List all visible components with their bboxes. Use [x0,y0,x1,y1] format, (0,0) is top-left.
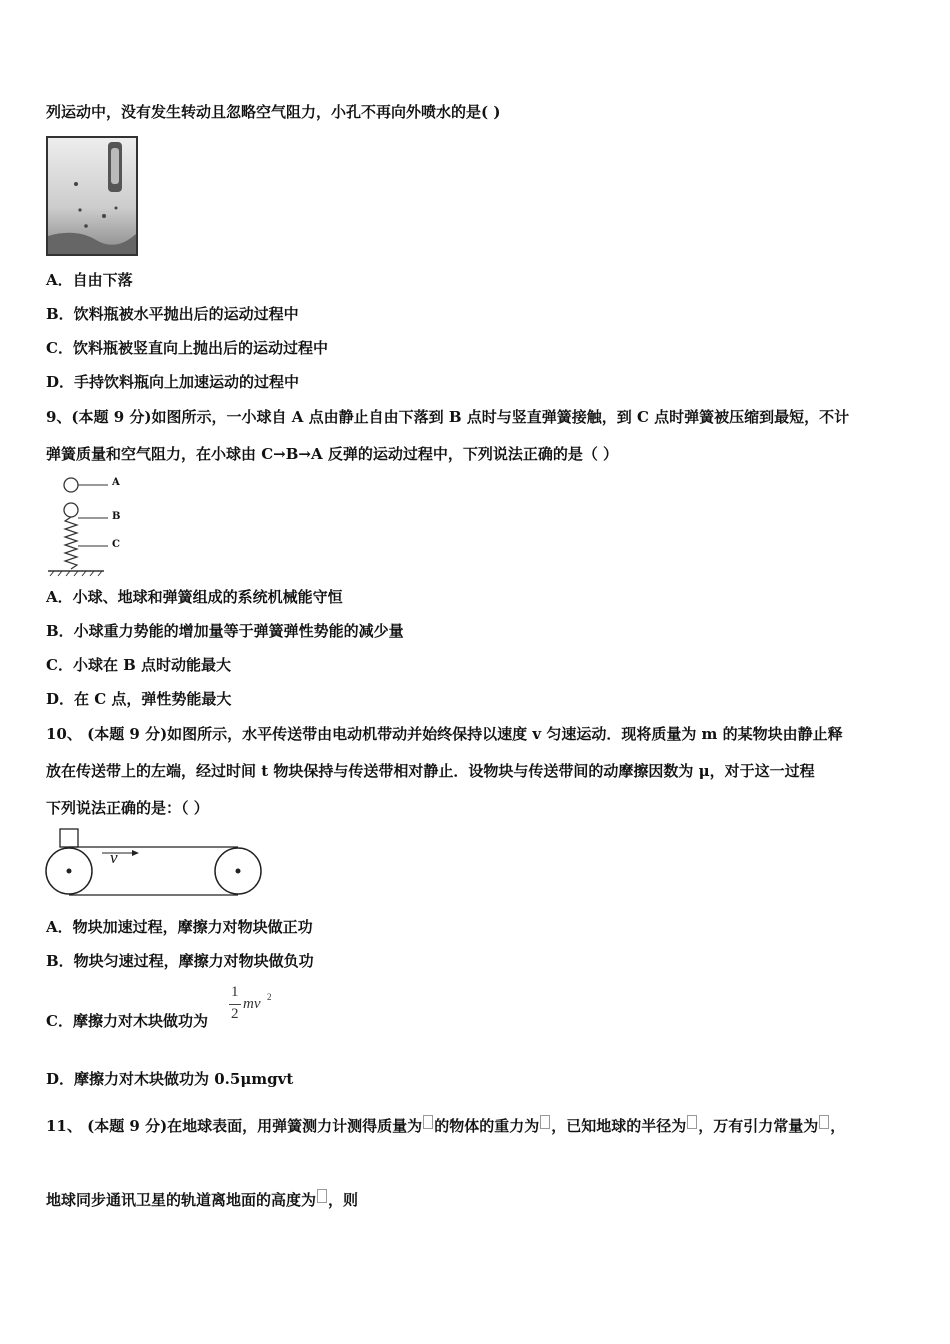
q8-option-b: B．饮料瓶被水平抛出后的运动过程中 [46,305,299,323]
q11-stem-line2: 地球同步通讯卫星的轨道离地面的高度为 ，则 [46,1191,359,1209]
placeholder-box [819,1115,829,1129]
spring-diagram [46,474,156,578]
q9-option-c: C．小球在 B 点时动能最大 [46,656,232,674]
q10-stem-line2: 放在传送带上的左端，经过时间 t 物块保持与传送带相对静止．设物块与传送带间的动摩擦因数为 μ，对于这一过程 [46,762,815,780]
q9-option-d: D．在 C 点，弹性势能最大 [46,690,232,708]
q8-option-c: C．饮料瓶被竖直向上抛出后的运动过程中 [46,339,328,357]
q10-option-a: A．物块加速过程，摩擦力对物块做正功 [46,918,313,936]
q10-stem-line3: 下列说法正确的是：（ ） [46,799,209,817]
q8-option-a: A．自由下落 [46,271,133,289]
placeholder-box [540,1115,550,1129]
q8-option-d: D．手持饮料瓶向上加速运动的过程中 [46,373,300,391]
q10-option-b: B．物块匀速过程，摩擦力对物块做负功 [46,952,314,970]
q9-stem-line2: 弹簧质量和空气阻力，在小球由 C→B→A 反弹的运动过程中，下列说法正确的是（ ） [46,445,619,463]
kinetic-energy-formula: 1 2 mv 2 [231,984,272,1022]
label-a: A [112,477,120,488]
placeholder-box [317,1189,327,1203]
placeholder-box [687,1115,697,1129]
q10-option-d: D．摩擦力对木块做功为 0.5μmgvt [46,1070,294,1088]
placeholder-box [423,1115,433,1129]
q9-stem-line1: 9、(本题 9 分)如图所示，一小球自 A 点由静止自由下落到 B 点时与竖直弹簧接触，到 C 点时弹簧被压缩到最短，不计 [46,408,850,426]
label-c: C [112,539,120,550]
conveyor-diagram [44,826,266,898]
q11-stem-line1: 11、 (本题 9 分)在地球表面，用弹簧测力计测得质量为 的物体的重力为 ，已知地球的半径为 ，万有引力常量为 ， [46,1117,846,1135]
q10-stem-line1: 10、 (本题 9 分)如图所示，水平传送带由电动机带动并始终保持以速度 v 匀速运动．现将质量为 m 的某物块由静止释 [46,725,843,743]
label-b: B [112,511,121,522]
bottle-photo [46,136,138,256]
q8-stem: 列运动中，没有发生转动且忽略空气阻力，小孔不再向外喷水的是( ) [46,103,501,121]
q10-option-c: C．摩擦力对木块做功为 [46,1012,208,1030]
q9-option-b: B．小球重力势能的增加量等于弹簧弹性势能的减少量 [46,622,404,640]
q9-option-a: A．小球、地球和弹簧组成的系统机械能守恒 [46,588,343,606]
velocity-label: v [110,848,118,867]
